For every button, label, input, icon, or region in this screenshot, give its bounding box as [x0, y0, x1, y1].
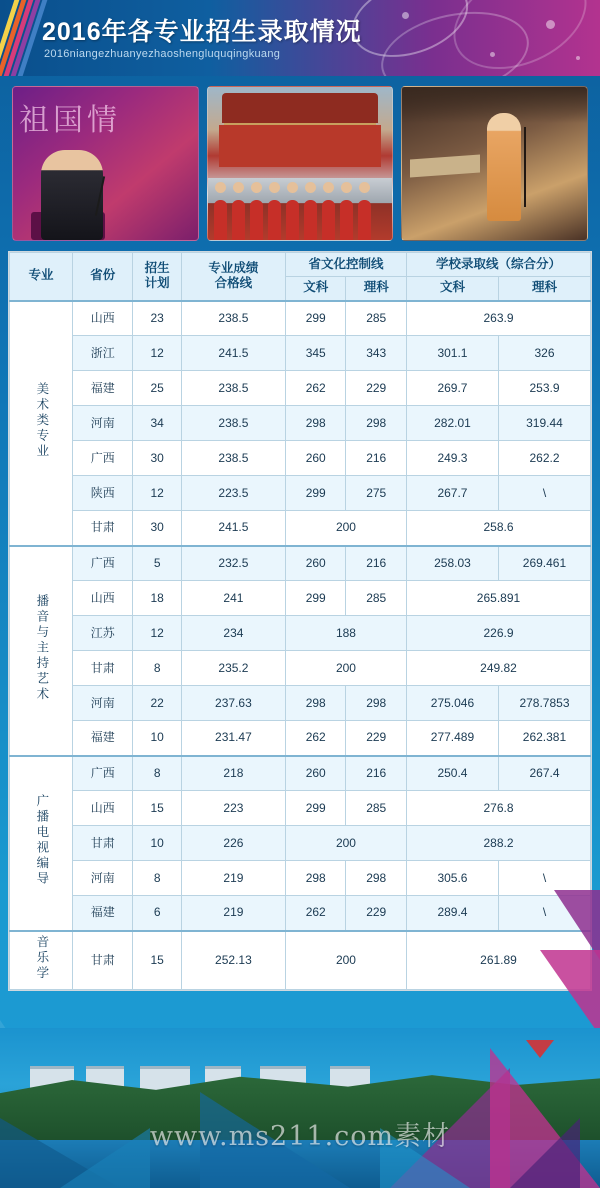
- cell-plan: 30: [133, 511, 181, 546]
- cell-pass-line: 241.5: [181, 511, 285, 546]
- cell-plan: 12: [133, 476, 181, 511]
- table-row: [10, 861, 591, 896]
- cell-pass-line: 238.5: [181, 406, 285, 441]
- cell-control-science: 298: [346, 861, 407, 896]
- th-province: 省份: [72, 253, 133, 301]
- cell-plan: 8: [133, 756, 181, 791]
- cell-control-science: 298: [346, 406, 407, 441]
- cell-control-liberal: 298: [285, 686, 346, 721]
- major-group-cell: [10, 756, 73, 931]
- cell-province: 河南: [72, 861, 133, 896]
- cell-admit-liberal: 289.4: [406, 896, 498, 931]
- cell-admit-science: 319.44: [498, 406, 590, 441]
- cell-admit-merged: 258.6: [406, 511, 590, 546]
- major-group-label: 广播电视编导: [34, 794, 49, 888]
- cell-admit-liberal: 305.6: [406, 861, 498, 896]
- cell-plan: 18: [133, 581, 181, 616]
- cell-plan: 6: [133, 896, 181, 931]
- cell-province: 广西: [72, 756, 133, 791]
- cell-control-science: 275: [346, 476, 407, 511]
- table-row: [10, 791, 591, 826]
- th-school-admit: 学校录取线（综合分）: [406, 253, 590, 277]
- cell-admit-liberal: 301.1: [406, 336, 498, 371]
- cell-plan: 10: [133, 721, 181, 756]
- cell-control-science: 285: [346, 301, 407, 336]
- cell-admit-liberal: 267.7: [406, 476, 498, 511]
- photo-speech: 祖国情: [12, 86, 199, 241]
- th-plan: [133, 253, 181, 301]
- table-row: [10, 546, 591, 581]
- cell-plan: 5: [133, 546, 181, 581]
- admissions-table-wrapper: [8, 251, 592, 991]
- red-triangle-accent: [526, 1040, 554, 1058]
- cell-control-science: 216: [346, 441, 407, 476]
- cell-pass-line: 219: [181, 896, 285, 931]
- cell-plan: 30: [133, 441, 181, 476]
- cell-admit-liberal: 282.01: [406, 406, 498, 441]
- cell-pass-line: 238.5: [181, 301, 285, 336]
- cell-admit-liberal: 258.03: [406, 546, 498, 581]
- th-major: 专业: [10, 253, 73, 301]
- th-plan-line1: 招生: [144, 260, 170, 275]
- table-row: [10, 756, 591, 791]
- cell-admit-science: \: [498, 861, 590, 896]
- table-row: [10, 301, 591, 336]
- admissions-table: [9, 252, 591, 990]
- th-control-liberal: 文科: [285, 277, 346, 301]
- cell-plan: 12: [133, 616, 181, 651]
- major-group-label: 音乐学: [34, 934, 49, 981]
- cell-pass-line: 237.63: [181, 686, 285, 721]
- cell-control-liberal: 299: [285, 476, 346, 511]
- cell-plan: 15: [133, 931, 181, 990]
- cell-control-science: 285: [346, 791, 407, 826]
- footer-artwork: [0, 1028, 600, 1188]
- cell-plan: 12: [133, 336, 181, 371]
- major-group-label: 美术类专业: [34, 381, 49, 460]
- photo-strip: [0, 76, 600, 251]
- cell-control-merged: 200: [285, 826, 406, 861]
- cell-control-liberal: 299: [285, 301, 346, 336]
- table-header-row: [10, 253, 591, 277]
- cell-admit-merged: 265.891: [406, 581, 590, 616]
- table-row: [10, 651, 591, 686]
- cell-control-merged: 188: [285, 616, 406, 651]
- cell-province: 江苏: [72, 616, 133, 651]
- cell-control-science: 229: [346, 721, 407, 756]
- cell-admit-liberal: 250.4: [406, 756, 498, 791]
- cell-province: 广西: [72, 441, 133, 476]
- cell-pass-line: 238.5: [181, 441, 285, 476]
- cell-province: 广西: [72, 546, 133, 581]
- cell-pass-line: 219: [181, 861, 285, 896]
- cell-pass-line: 231.47: [181, 721, 285, 756]
- cell-plan: 25: [133, 371, 181, 406]
- cell-control-liberal: 260: [285, 441, 346, 476]
- cell-admit-merged: 261.89: [406, 931, 590, 990]
- cell-province: 河南: [72, 406, 133, 441]
- cell-control-science: 216: [346, 756, 407, 791]
- table-row: [10, 826, 591, 861]
- cell-plan: 10: [133, 826, 181, 861]
- table-row: [10, 336, 591, 371]
- cell-province: 甘肃: [72, 826, 133, 861]
- table-body: [10, 301, 591, 990]
- table-row: [10, 511, 591, 546]
- th-province-control: 省文化控制线: [285, 253, 406, 277]
- cell-control-liberal: 298: [285, 861, 346, 896]
- cell-province: 福建: [72, 371, 133, 406]
- cell-pass-line: 235.2: [181, 651, 285, 686]
- cell-province: 甘肃: [72, 511, 133, 546]
- cell-admit-liberal: 275.046: [406, 686, 498, 721]
- cell-province: 山西: [72, 791, 133, 826]
- cell-plan: 23: [133, 301, 181, 336]
- major-group-cell: [10, 931, 73, 990]
- cell-admit-science: \: [498, 476, 590, 511]
- header-stripes: [0, 0, 38, 76]
- cell-control-science: 216: [346, 546, 407, 581]
- cell-admit-liberal: 277.489: [406, 721, 498, 756]
- th-pass-line1: 专业成绩: [208, 260, 259, 275]
- cell-control-science: 229: [346, 896, 407, 931]
- cell-pass-line: 223.5: [181, 476, 285, 511]
- cell-admit-merged: 288.2: [406, 826, 590, 861]
- cell-admit-merged: 276.8: [406, 791, 590, 826]
- table-row: [10, 581, 591, 616]
- cell-province: 山西: [72, 301, 133, 336]
- cell-admit-liberal: 249.3: [406, 441, 498, 476]
- cell-admit-science: 267.4: [498, 756, 590, 791]
- cell-pass-line: 232.5: [181, 546, 285, 581]
- table-row: [10, 616, 591, 651]
- cell-province: 山西: [72, 581, 133, 616]
- photo-choir-caption: [214, 225, 246, 236]
- cell-province: 河南: [72, 686, 133, 721]
- cell-control-liberal: 262: [285, 371, 346, 406]
- table-row: [10, 896, 591, 931]
- th-admit-liberal: 文科: [406, 277, 498, 301]
- cell-admit-science: 326: [498, 336, 590, 371]
- cell-control-liberal: 298: [285, 406, 346, 441]
- cell-admit-merged: 226.9: [406, 616, 590, 651]
- cell-control-science: 298: [346, 686, 407, 721]
- cell-plan: 22: [133, 686, 181, 721]
- cell-control-liberal: 262: [285, 721, 346, 756]
- watermark: www.ms211.com素材: [149, 1121, 451, 1152]
- cell-admit-science: 262.381: [498, 721, 590, 756]
- cell-pass-line: 252.13: [181, 931, 285, 990]
- table-row: [10, 686, 591, 721]
- cell-control-liberal: 260: [285, 546, 346, 581]
- cell-province: 福建: [72, 896, 133, 931]
- table-row: [10, 371, 591, 406]
- cell-control-merged: 200: [285, 651, 406, 686]
- cell-plan: 8: [133, 861, 181, 896]
- cell-pass-line: 223: [181, 791, 285, 826]
- cell-pass-line: 241.5: [181, 336, 285, 371]
- table-row: [10, 406, 591, 441]
- cell-control-liberal: 262: [285, 896, 346, 931]
- photo-choir: [207, 86, 394, 241]
- header-swirl-decoration: [340, 0, 600, 76]
- table-row: [10, 721, 591, 756]
- cell-province: 浙江: [72, 336, 133, 371]
- th-control-science: 理科: [346, 277, 407, 301]
- th-admit-science: 理科: [498, 277, 590, 301]
- cell-control-science: 229: [346, 371, 407, 406]
- cell-admit-science: 269.461: [498, 546, 590, 581]
- cell-control-science: 285: [346, 581, 407, 616]
- cell-pass-line: 234: [181, 616, 285, 651]
- major-group-cell: [10, 546, 73, 756]
- cell-control-science: 343: [346, 336, 407, 371]
- cell-admit-liberal: 269.7: [406, 371, 498, 406]
- cell-pass-line: 226: [181, 826, 285, 861]
- cell-admit-merged: 263.9: [406, 301, 590, 336]
- cell-plan: 8: [133, 651, 181, 686]
- th-plan-line2: 计划: [144, 276, 170, 291]
- cell-province: 陕西: [72, 476, 133, 511]
- cell-control-liberal: 260: [285, 756, 346, 791]
- cell-province: 甘肃: [72, 931, 133, 990]
- major-group-cell: [10, 301, 73, 546]
- table-row: [10, 931, 591, 990]
- cell-control-liberal: 299: [285, 581, 346, 616]
- cell-admit-merged: 249.82: [406, 651, 590, 686]
- cell-control-merged: 200: [285, 511, 406, 546]
- photo-concert: [401, 86, 588, 241]
- cell-control-liberal: 345: [285, 336, 346, 371]
- cell-control-liberal: 299: [285, 791, 346, 826]
- cell-admit-science: 262.2: [498, 441, 590, 476]
- cell-pass-line: 241: [181, 581, 285, 616]
- th-pass-line2: 合格线: [214, 276, 253, 291]
- photo-concert-caption: [408, 225, 440, 236]
- cell-pass-line: 218: [181, 756, 285, 791]
- cell-admit-science: \: [498, 896, 590, 931]
- table-row: [10, 441, 591, 476]
- photo-speech-caption: [19, 225, 77, 236]
- cell-plan: 15: [133, 791, 181, 826]
- table-row: [10, 476, 591, 511]
- cell-pass-line: 238.5: [181, 371, 285, 406]
- page-subtitle: 2016niangezhuanyezhaoshengluquqingkuang: [44, 48, 281, 60]
- poster-header: [0, 0, 600, 76]
- cell-admit-science: 253.9: [498, 371, 590, 406]
- cell-province: 福建: [72, 721, 133, 756]
- cell-province: 甘肃: [72, 651, 133, 686]
- major-group-label: 播音与主持艺术: [34, 593, 49, 703]
- cell-control-merged: 200: [285, 931, 406, 990]
- cell-admit-science: 278.7853: [498, 686, 590, 721]
- page-title: 2016年各专业招生录取情况: [42, 18, 362, 46]
- table-head: [10, 253, 591, 301]
- cell-plan: 34: [133, 406, 181, 441]
- th-pass-line: [181, 253, 285, 301]
